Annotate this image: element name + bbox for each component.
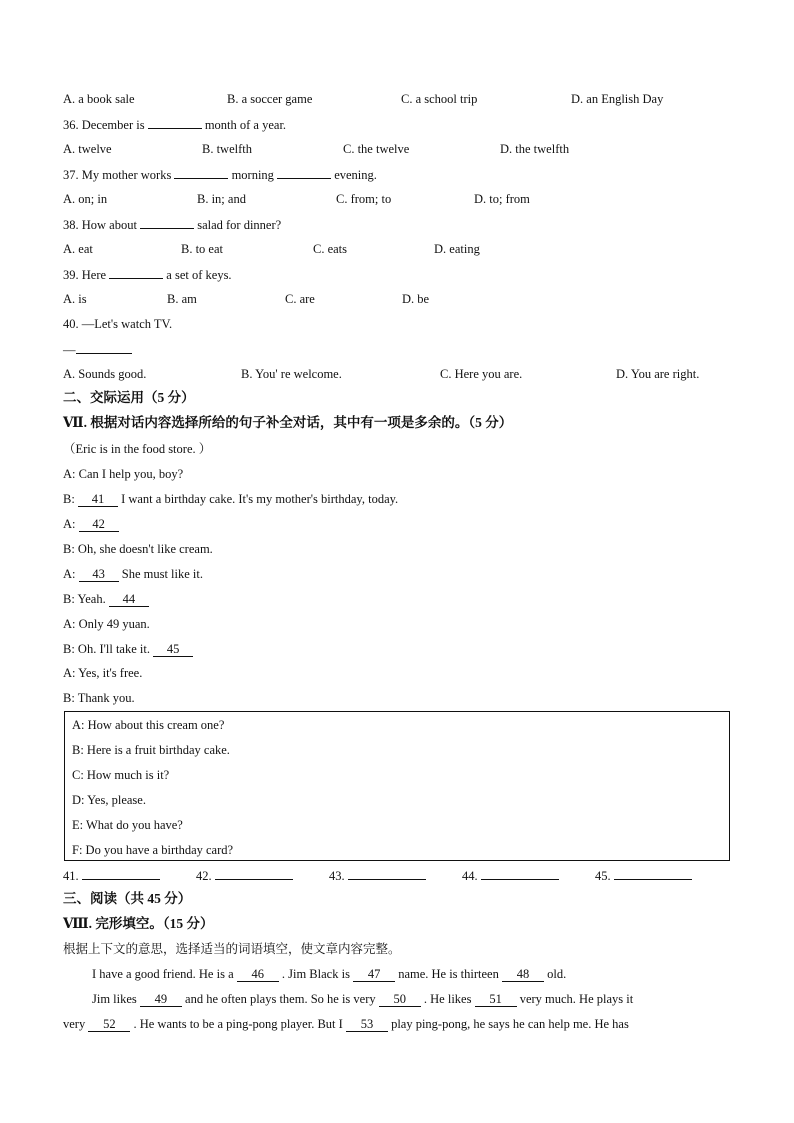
q36-options [63, 140, 753, 158]
q38-stem: 38. How about salad for dinner? [63, 215, 281, 234]
q37-blank-1[interactable] [174, 165, 228, 179]
q39-option-a[interactable]: A. is [63, 292, 87, 306]
blank-49[interactable]: 49 [140, 993, 182, 1007]
blank-41[interactable]: 41 [78, 493, 118, 507]
q36-option-b[interactable]: B. twelfth [202, 142, 252, 156]
q39-option-b[interactable]: B. am [167, 292, 197, 306]
dialog-line-6: B: Yeah. 44 [63, 590, 149, 608]
q37-option-a[interactable]: A. on; in [63, 192, 108, 206]
q37-option-b[interactable]: B. in; and [197, 192, 246, 206]
dialog-context: （Eric is in the food store. ） [63, 442, 212, 456]
q36-stem: 36. December is month of a year. [63, 115, 286, 134]
q38-option-a[interactable]: A. eat [63, 242, 93, 256]
choice-a: A: How about this cream one? [72, 718, 225, 732]
q36-option-d[interactable]: D. the twelfth [500, 142, 570, 156]
q37-stem: 37. My mother works morning evening. [63, 165, 377, 184]
answer-blank-45[interactable] [614, 866, 692, 880]
q38-option-c[interactable]: C. eats [313, 242, 348, 256]
passage-line-2: Jim likes 49 and he often plays them. So he is very 50 . He likes 51 very much. He plays it [92, 992, 634, 1006]
section2-subtitle: Ⅶ. 根据对话内容选择所给的句子补全对话，其中有一项是多余的。（5 分） [63, 415, 513, 430]
q40-option-b[interactable]: B. You' re welcome. [241, 367, 342, 381]
q39-options [63, 290, 753, 308]
answer-45: 45. [595, 866, 692, 885]
passage-line-1: I have a good friend. He is a 46 . Jim Black is 47 name. He is thirteen 48 old. [92, 967, 567, 981]
q40-option-d[interactable]: D. You are right. [616, 367, 700, 381]
q37-blank-2[interactable] [277, 165, 331, 179]
blank-50[interactable]: 50 [379, 993, 421, 1007]
q37-options [63, 190, 753, 208]
q37-option-d[interactable]: D. to; from [474, 192, 530, 206]
dialog-line-2: B: 41 I want a birthday cake. It's my mother's birthday, today. [63, 492, 399, 506]
blank-47[interactable]: 47 [353, 968, 395, 982]
choice-f: F: Do you have a birthday card? [72, 843, 234, 857]
section2-title: 二、交际运用（5 分） [63, 390, 195, 405]
dialog-line-8: B: Oh. I'll take it. 45 [63, 640, 193, 658]
choice-c: C: How much is it? [72, 768, 170, 782]
dialog-line-3: A: 42 [63, 515, 119, 533]
answer-44: 44. [462, 866, 559, 885]
q35-option-c[interactable]: C. a school trip [401, 92, 478, 106]
blank-45[interactable]: 45 [153, 643, 193, 657]
q36-blank[interactable] [148, 115, 202, 129]
answer-blank-42[interactable] [215, 866, 293, 880]
blank-42[interactable]: 42 [79, 518, 119, 532]
q40-option-a[interactable]: A. Sounds good. [63, 367, 147, 381]
dialog-line-5: A: 43 She must like it. [63, 567, 203, 581]
q38-option-b[interactable]: B. to eat [181, 242, 224, 256]
q39-blank[interactable] [109, 265, 163, 279]
answer-blank-44[interactable] [481, 866, 559, 880]
answer-blank-43[interactable] [348, 866, 426, 880]
q39-option-c[interactable]: C. are [285, 292, 315, 306]
q38-option-d[interactable]: D. eating [434, 242, 480, 256]
blank-43[interactable]: 43 [79, 568, 119, 582]
q39-option-d[interactable]: D. be [402, 292, 430, 306]
q40-options [63, 365, 753, 383]
dialog-line-10: B: Thank you. [63, 691, 135, 705]
q38-options [63, 240, 753, 258]
q35-options [63, 90, 753, 108]
answer-43: 43. [329, 866, 426, 885]
choice-e: E: What do you have? [72, 818, 183, 832]
choices-box [64, 711, 730, 861]
q35-option-b[interactable]: B. a soccer game [227, 92, 313, 106]
q35-option-a[interactable]: A. a book sale [63, 92, 135, 106]
choice-b: B: Here is a fruit birthday cake. [72, 743, 230, 757]
blank-46[interactable]: 46 [237, 968, 279, 982]
q40-blank[interactable] [76, 340, 132, 354]
dialog-line-9: A: Yes, it's free. [63, 666, 143, 680]
choice-d: D: Yes, please. [72, 793, 146, 807]
dialog-line-1: A: Can I help you, boy? [63, 467, 184, 481]
section3-title: 三、阅读（共 45 分） [63, 891, 192, 906]
dialog-line-7: A: Only 49 yuan. [63, 617, 150, 631]
q40-option-c[interactable]: C. Here you are. [440, 367, 523, 381]
section3-subtitle: Ⅷ. 完形填空。（15 分） [63, 916, 214, 931]
blank-52[interactable]: 52 [88, 1018, 130, 1032]
passage-line-3: very 52 . He wants to be a ping-pong player. But I 53 play ping-pong, he says he can help me. He has [63, 1017, 629, 1031]
blank-53[interactable]: 53 [346, 1018, 388, 1032]
blank-44[interactable]: 44 [109, 593, 149, 607]
q36-option-a[interactable]: A. twelve [63, 142, 112, 156]
answer-42: 42. [196, 866, 293, 885]
dialog-line-4: B: Oh, she doesn't like cream. [63, 542, 213, 556]
section3-instruction: 根据上下文的意思，选择适当的词语填空，使文章内容完整。 [63, 942, 401, 956]
answer-41: 41. [63, 866, 160, 885]
q37-option-c[interactable]: C. from; to [336, 192, 392, 206]
q38-blank[interactable] [140, 215, 194, 229]
blank-51[interactable]: 51 [475, 993, 517, 1007]
q39-stem: 39. Here a set of keys. [63, 265, 232, 284]
q40-stem: 40. —Let's watch TV. [63, 317, 173, 331]
answer-blank-41[interactable] [82, 866, 160, 880]
blank-48[interactable]: 48 [502, 968, 544, 982]
q40-reply: — [63, 340, 132, 359]
q35-option-d[interactable]: D. an English Day [571, 92, 664, 106]
q36-option-c[interactable]: C. the twelve [343, 142, 410, 156]
